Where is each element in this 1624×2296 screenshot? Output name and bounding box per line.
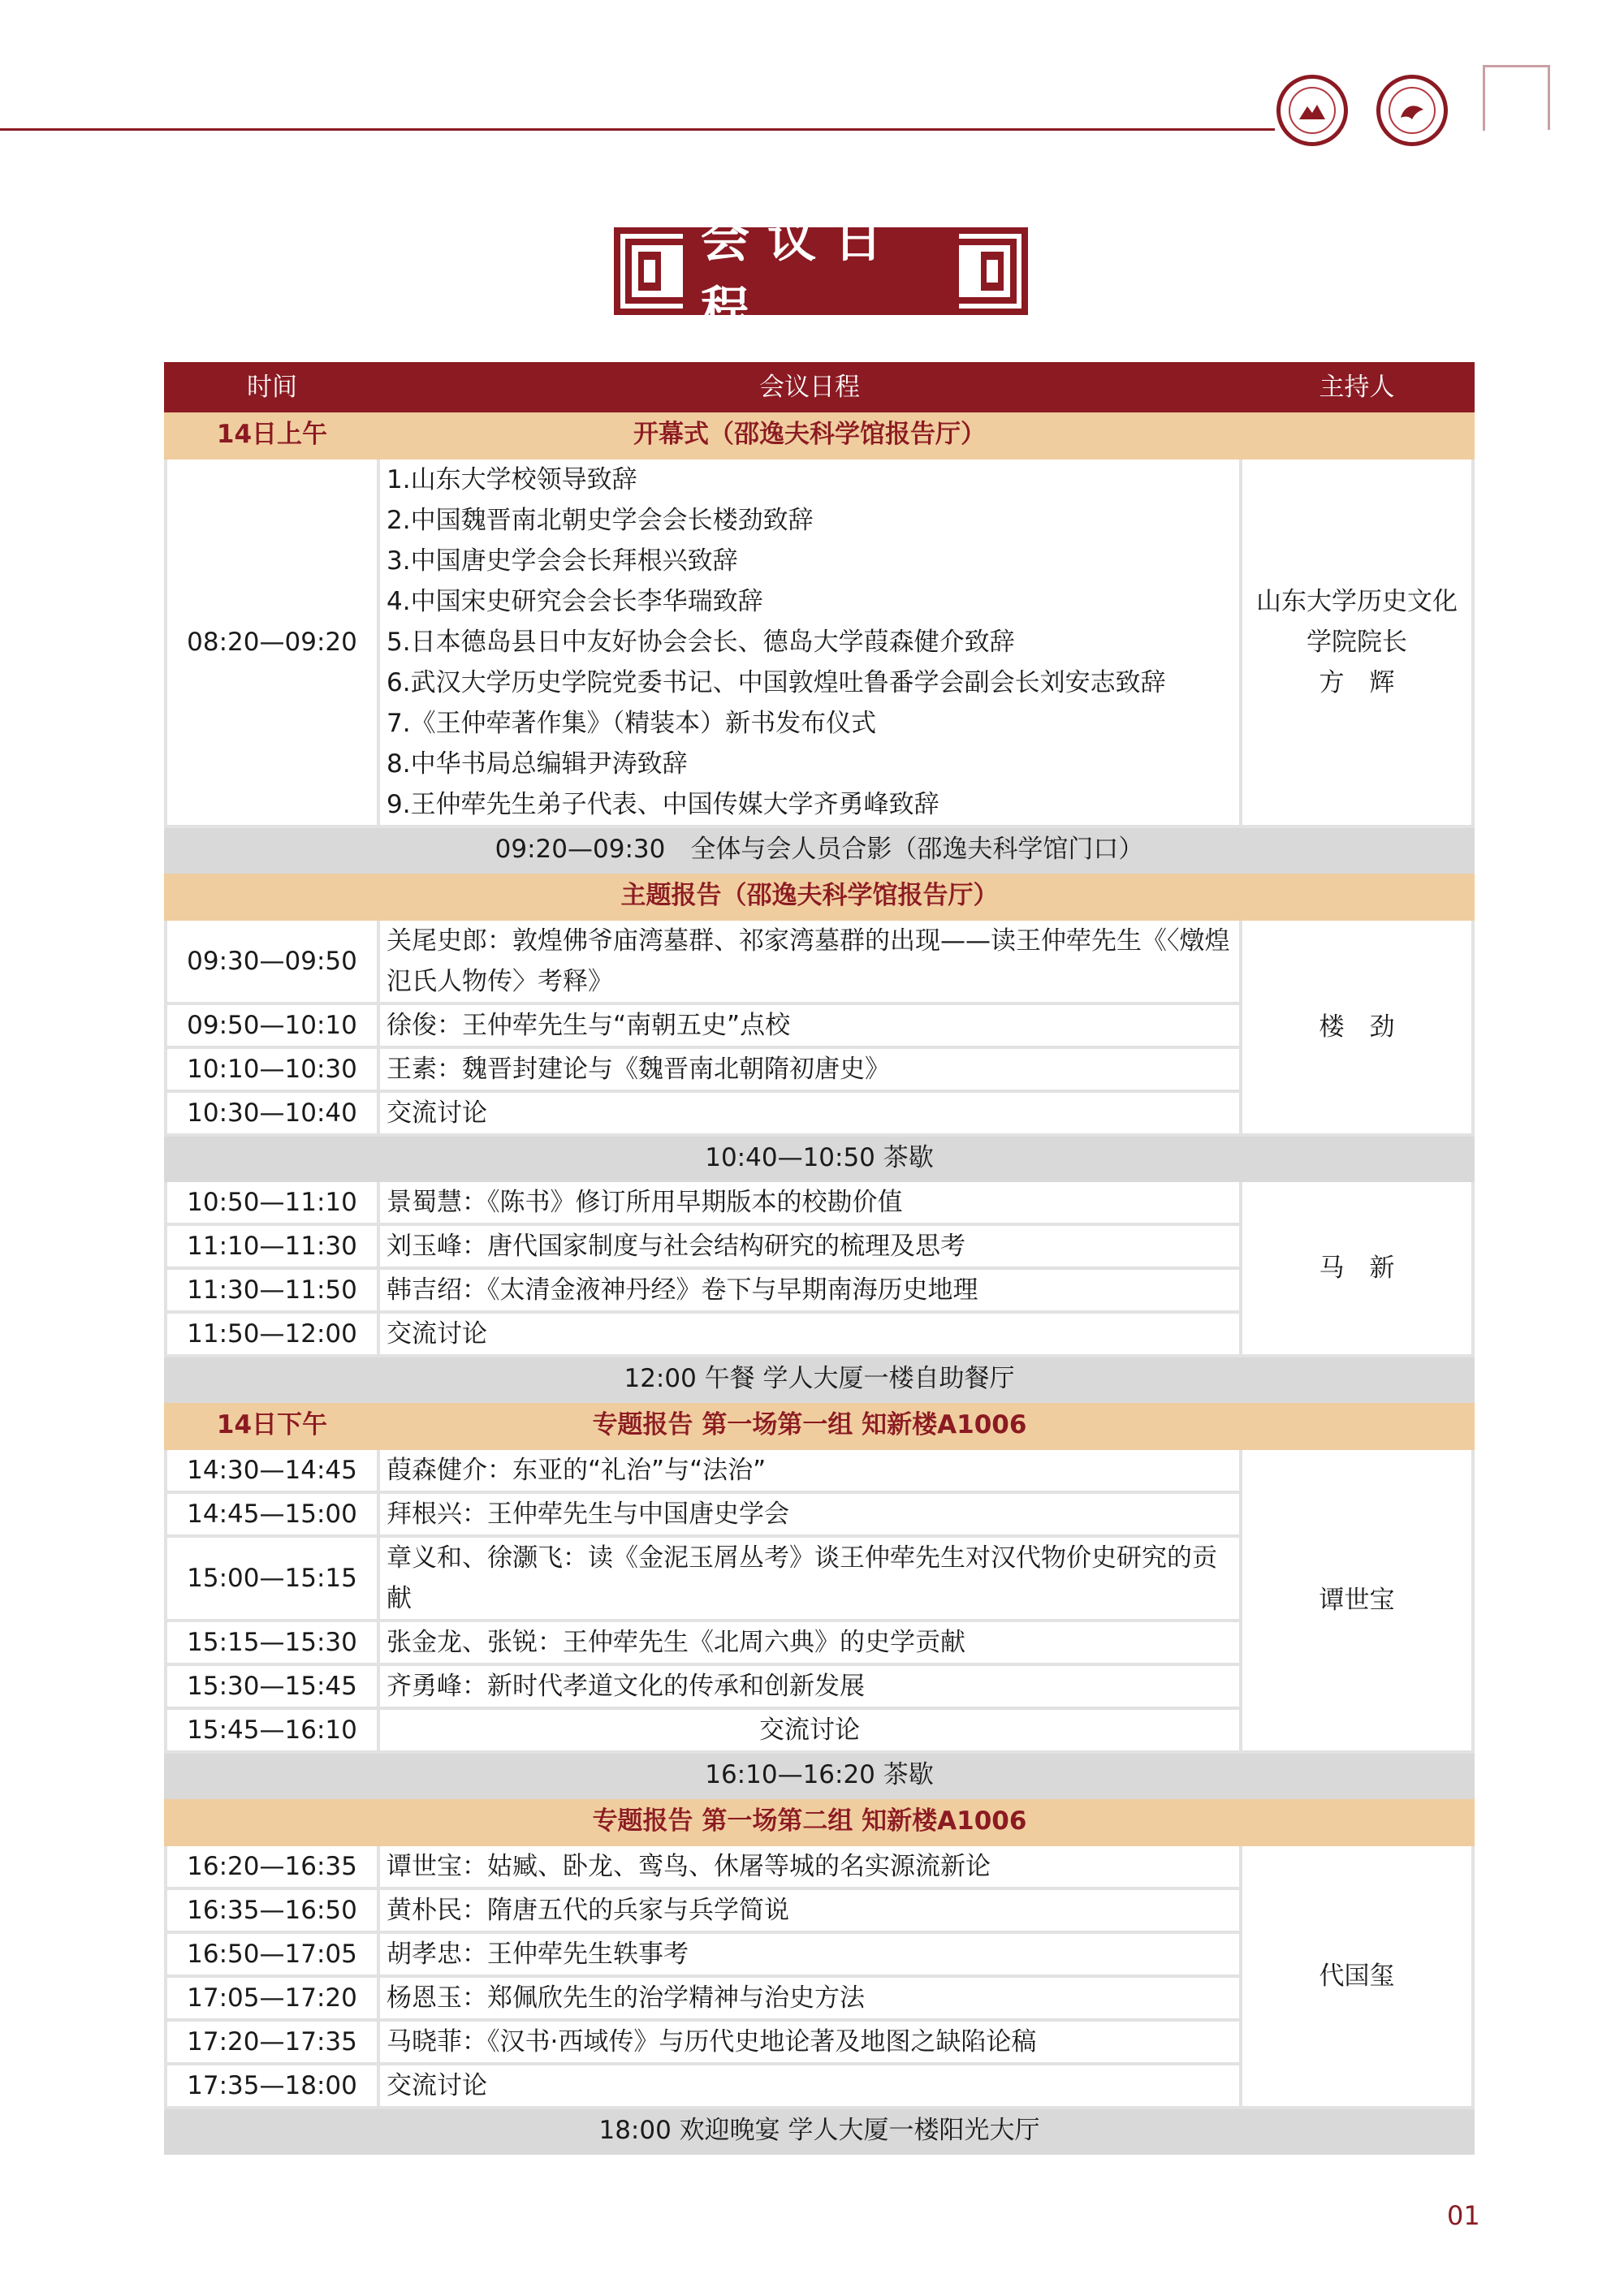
section-row-opening <box>166 411 1473 458</box>
table-header-row <box>166 364 1473 411</box>
table-row: 14:45—15:00 拜根兴：王仲荦先生与中国唐史学会 <box>166 1492 1473 1536</box>
list-item: 8.中华书局总编辑尹涛致辞 <box>387 749 688 779</box>
list-item: 2.中国魏晋南北朝史学会会长楼劲致辞 <box>387 506 814 535</box>
schedule-table <box>164 362 1475 2155</box>
break-row: 16:10—16:20 茶歇 <box>166 1752 1473 1798</box>
list-item: 4.中国宋史研究会会长李华瑞致辞 <box>387 587 763 616</box>
section-day: 14日上午 <box>166 411 378 458</box>
section-title: 专题报告 第一场第一组 知新楼A1006 <box>378 1401 1241 1448</box>
section-row-keynote <box>166 872 1473 919</box>
opening-time: 08:20—09:20 <box>166 458 378 826</box>
break-row: 09:20—09:30 全体与会人员合影（邵逸夫科学馆门口） <box>166 826 1473 872</box>
opening-host: 山东大学历史文化 学院院长 方 辉 <box>1241 458 1473 826</box>
table-row: 14:30—14:45 葭森健介：东亚的“礼治”与“法治” 谭世宝 <box>166 1448 1473 1492</box>
header-time: 时间 <box>166 364 378 411</box>
break-row: 12:00 午餐 学人大厦一楼自助餐厅 <box>166 1356 1473 1401</box>
table-row: 15:45—16:10 交流讨论 <box>166 1708 1473 1752</box>
list-item: 1.山东大学校领导致辞 <box>387 465 637 494</box>
table-row: 15:30—15:45 齐勇峰：新时代孝道文化的传承和创新发展 <box>166 1664 1473 1708</box>
break-row: 10:40—10:50 茶歇 <box>166 1135 1473 1180</box>
table-row: 11:10—11:30 刘玉峰：唐代国家制度与社会结构研究的梳理及思考 <box>166 1224 1473 1268</box>
header-rule <box>0 128 1275 131</box>
table-row: 16:50—17:05 胡孝忠：王仲荦先生轶事考 <box>166 1932 1473 1976</box>
table-row: 11:50—12:00 交流讨论 <box>166 1312 1473 1356</box>
university-seal-logo <box>1276 75 1348 146</box>
session-host: 代国玺 <box>1241 1845 1473 2108</box>
section-row-group2 <box>166 1798 1473 1845</box>
header-host: 主持人 <box>1241 364 1473 411</box>
table-row: 10:50—11:10 景蜀慧：《陈书》修订所用早期版本的校勘价值 马 新 <box>166 1180 1473 1224</box>
college-seal-logo <box>1376 75 1448 146</box>
page-number: 01 <box>1447 2200 1480 2231</box>
session-host: 谭世宝 <box>1241 1448 1473 1752</box>
emblem-icon <box>1398 101 1426 121</box>
table-row: 17:35—18:00 交流讨论 <box>166 2064 1473 2108</box>
list-item: 3.中国唐史学会会长拜根兴致辞 <box>387 546 738 576</box>
page-title: 会议日程 <box>683 234 959 309</box>
list-item: 5.日本德岛县日中友好协会会长、德岛大学葭森健介致辞 <box>387 628 1015 657</box>
table-row: 09:30—09:50 关尾史郎：敦煌佛爷庙湾墓群、祁家湾墓群的出现——读王仲荦先生《〈燉煌氾氏人物传〉考释》 楼 劲 <box>166 919 1473 1003</box>
section-title: 开幕式（邵逸夫科学馆报告厅） <box>378 411 1241 458</box>
page-title-banner <box>614 212 1028 339</box>
table-row: 10:10—10:30 王素：魏晋封建论与《魏晋南北朝隋初唐史》 <box>166 1047 1473 1091</box>
table-row: 10:30—10:40 交流讨论 <box>166 1091 1473 1135</box>
opening-row <box>166 458 1473 826</box>
section-title: 主题报告（邵逸夫科学馆报告厅） <box>378 872 1241 919</box>
opening-items <box>378 458 1241 826</box>
section-title: 专题报告 第一场第二组 知新楼A1006 <box>378 1798 1241 1845</box>
table-row: 15:15—15:30 张金龙、张锐：王仲荦先生《北周六典》的史学贡献 <box>166 1621 1473 1664</box>
section-day: 14日下午 <box>166 1401 378 1448</box>
header-agenda: 会议日程 <box>378 364 1241 411</box>
mountain-icon <box>1298 101 1326 121</box>
section-row-group1 <box>166 1401 1473 1448</box>
corner-ornament-edge <box>1538 65 1550 130</box>
list-item: 9.王仲荦先生弟子代表、中国传媒大学齐勇峰致辞 <box>387 790 939 819</box>
session-host: 马 新 <box>1241 1180 1473 1356</box>
table-row: 17:20—17:35 马晓菲：《汉书·西域传》与历代史地论著及地图之缺陷论稿 <box>166 2020 1473 2064</box>
table-row: 17:05—17:20 杨恩玉：郑佩欣先生的治学精神与治史方法 <box>166 1976 1473 2020</box>
list-item: 7.《王仲荦著作集》（精装本）新书发布仪式 <box>387 709 877 738</box>
session-host: 楼 劲 <box>1241 919 1473 1135</box>
list-item: 6.武汉大学历史学院党委书记、中国敦煌吐鲁番学会副会长刘安志致辞 <box>387 668 1166 697</box>
break-row: 18:00 欢迎晚宴 学人大厦一楼阳光大厅 <box>166 2108 1473 2153</box>
table-row: 11:30—11:50 韩吉绍：《太清金液神丹经》卷下与早期南海历史地理 <box>166 1268 1473 1312</box>
table-row: 16:35—16:50 黄朴民：隋唐五代的兵家与兵学简说 <box>166 1888 1473 1932</box>
table-row: 09:50—10:10 徐俊：王仲荦先生与“南朝五史”点校 <box>166 1003 1473 1047</box>
table-row: 16:20—16:35 谭世宝：姑臧、卧龙、鸾鸟、休屠等城的名实源流新论 代国玺 <box>166 1845 1473 1888</box>
table-row: 15:00—15:15 章义和、徐灏飞：读《金泥玉屑丛考》谈王仲荦先生对汉代物价史研究的贡献 <box>166 1536 1473 1621</box>
